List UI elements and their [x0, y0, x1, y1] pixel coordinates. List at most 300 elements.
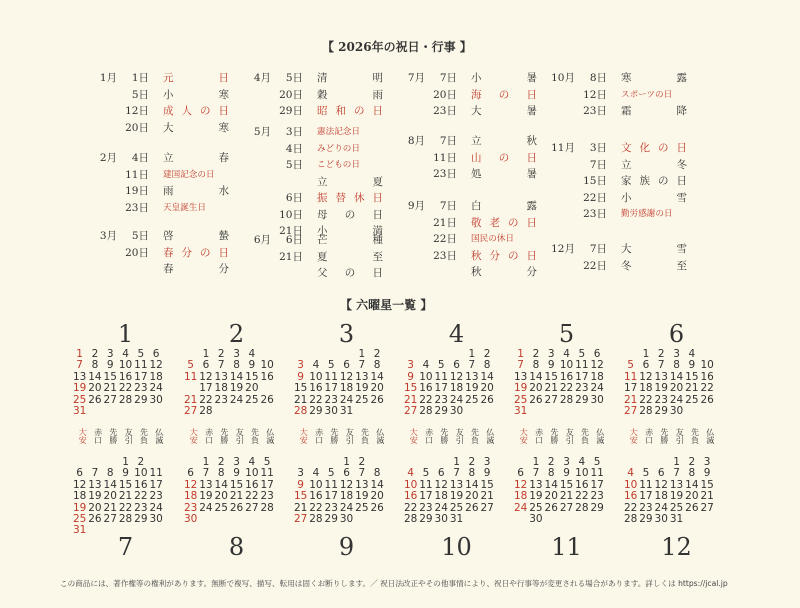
- day-cell: 12: [449, 370, 464, 383]
- holiday-day: 10日: [279, 208, 303, 221]
- holiday-month: [234, 190, 271, 207]
- holiday-month: [234, 249, 271, 266]
- day-cell: 28: [260, 501, 274, 514]
- day-cell: 2: [358, 456, 366, 468]
- day-cell: 22: [623, 501, 638, 514]
- day-cell: 31: [513, 404, 528, 417]
- rokuyo-title: 【 六曜星一覧 】: [340, 298, 433, 312]
- day-cell: 27: [245, 501, 259, 514]
- day-cell: [464, 514, 479, 525]
- day-cell: [87, 406, 102, 417]
- holiday-day: 7日: [439, 72, 457, 84]
- rokuyo-label: 先負: [470, 428, 480, 444]
- day-cell: 20: [88, 382, 102, 395]
- day-cell: 11: [623, 370, 638, 383]
- day-cell: [699, 406, 714, 417]
- day-cell: 20: [685, 490, 699, 503]
- day-cell: 22: [639, 393, 653, 406]
- rokuyo-label: 仏滅: [154, 428, 164, 444]
- holiday-name: 春分の日: [163, 246, 229, 259]
- holiday-day: 22日: [583, 191, 607, 204]
- day-cell: 7: [453, 467, 460, 480]
- holiday-name: 寒 露: [621, 72, 687, 84]
- day-cell: 8: [547, 467, 555, 480]
- day-cell: 14: [529, 370, 543, 383]
- holiday-name: 立 春: [163, 152, 229, 164]
- day-cell: 1: [343, 456, 350, 468]
- day-cell: 3: [547, 348, 555, 360]
- day-cell: 15: [480, 478, 494, 491]
- day-cell: 27: [403, 404, 418, 417]
- holiday-day: 23日: [433, 105, 457, 117]
- day-cell: 17: [134, 370, 148, 383]
- day-cell: 3: [106, 348, 114, 360]
- day-cell: 1: [517, 348, 524, 360]
- day-cell: 16: [419, 382, 433, 395]
- day-cell: 16: [309, 382, 323, 395]
- holiday-name: 立 夏: [317, 175, 383, 188]
- day-cell: 6: [593, 348, 601, 360]
- holiday-month: [80, 120, 117, 137]
- day-cell: 8: [688, 467, 696, 480]
- holiday-name: 立 冬: [621, 158, 687, 171]
- holiday-day: 20日: [125, 121, 149, 134]
- day-cell: 26: [544, 501, 558, 514]
- day-cell: 31: [72, 404, 87, 417]
- holiday-month: [80, 261, 117, 278]
- holiday-month: [80, 245, 117, 262]
- day-cell: 31: [669, 512, 684, 525]
- day-cell: 22: [700, 382, 714, 395]
- day-cell: 19: [88, 490, 102, 503]
- day-cell: 26: [480, 393, 494, 406]
- day-cell: 3: [407, 359, 414, 372]
- day-cell: 21: [118, 490, 133, 503]
- day-cell: 27: [183, 404, 198, 417]
- month-number: 4: [448, 320, 465, 348]
- day-cell: 12: [183, 478, 198, 491]
- footer-note: この商品には、著作権等の権利があります。無断で複写、描写、転用は固くお断りします。／ 祝日法改正やその他事情により、祝日や行事等が変更される場合があります。詳しくは https://jcal.jp: [60, 579, 728, 588]
- day-cell: 15: [700, 478, 714, 491]
- day-cell: 24: [513, 501, 528, 514]
- day-cell: 30: [339, 512, 354, 525]
- day-cell: 24: [199, 501, 213, 514]
- day-cell: 7: [517, 359, 524, 372]
- day-cell: 23: [654, 393, 668, 406]
- rokuyo-label: 友引: [675, 428, 685, 444]
- holiday-day: 8日: [589, 72, 607, 84]
- holiday-day: 23日: [433, 168, 457, 180]
- holiday-month: [388, 215, 425, 232]
- day-cell: [684, 406, 699, 417]
- day-cell: 19: [669, 490, 684, 503]
- day-cell: 29: [590, 501, 604, 514]
- rokuyo-label: 大安: [299, 428, 309, 444]
- day-cell: [574, 406, 589, 417]
- day-cell: 5: [627, 359, 634, 372]
- day-cell: [198, 514, 213, 525]
- day-cell: 25: [449, 501, 464, 514]
- day-cell: 28: [559, 393, 574, 406]
- day-cell: 16: [700, 370, 714, 383]
- day-cell: 23: [134, 382, 148, 395]
- day-cell: 20: [370, 490, 384, 503]
- day-cell: 24: [339, 501, 354, 514]
- month-number: 3: [338, 320, 355, 348]
- day-cell: 29: [134, 393, 148, 406]
- day-cell: 28: [403, 512, 418, 525]
- day-cell: 9: [248, 359, 256, 372]
- day-cell: 8: [673, 359, 680, 372]
- day-cell: 14: [370, 370, 384, 383]
- holiday-day: [271, 174, 303, 191]
- day-cell: 24: [229, 393, 244, 406]
- month-number: 6: [668, 320, 685, 348]
- holiday-name: 文化の日: [621, 142, 687, 154]
- day-cell: 14: [669, 370, 684, 383]
- day-cell: 6: [517, 467, 524, 480]
- holiday-name: 立 秋: [471, 135, 537, 147]
- day-cell: 29: [575, 393, 589, 406]
- day-cell: 26: [465, 501, 479, 514]
- day-cell: 22: [199, 393, 213, 406]
- day-cell: 13: [214, 370, 228, 383]
- day-cell: 1: [642, 348, 650, 360]
- rokuyo-label: 仏滅: [265, 428, 275, 444]
- day-cell: 4: [248, 456, 256, 468]
- day-cell: 23: [324, 501, 338, 514]
- day-cell: [513, 514, 528, 525]
- day-cell: 5: [642, 467, 650, 480]
- holiday-month: [538, 190, 575, 207]
- day-cell: 28: [639, 404, 653, 417]
- day-cell: [229, 514, 244, 525]
- day-cell: 19: [465, 382, 479, 395]
- day-cell: 23: [214, 393, 228, 406]
- day-cell: 15: [103, 370, 117, 383]
- day-cell: 7: [76, 359, 83, 372]
- holiday-name: 母の日: [317, 208, 383, 221]
- day-cell: 10: [309, 370, 323, 383]
- day-cell: 30: [654, 512, 668, 525]
- holiday-day: 1日: [131, 72, 149, 84]
- holiday-day: 5日: [131, 88, 149, 101]
- day-cell: 11: [590, 467, 604, 480]
- month-number: 12: [661, 533, 692, 561]
- day-cell: 23: [639, 501, 653, 514]
- day-cell: 3: [297, 467, 304, 480]
- holiday-month: [80, 200, 117, 217]
- day-cell: 18: [149, 370, 163, 383]
- day-cell: 26: [88, 393, 102, 406]
- day-cell: 6: [343, 359, 350, 372]
- day-cell: [589, 514, 604, 525]
- day-cell: [589, 406, 604, 417]
- day-cell: 13: [199, 478, 213, 491]
- day-cell: 10: [575, 467, 589, 480]
- day-cell: 25: [513, 393, 528, 406]
- day-cell: 29: [134, 512, 148, 525]
- day-cell: 23: [260, 490, 274, 503]
- holiday-day: 20日: [279, 88, 303, 101]
- rokuyo-label: 先負: [139, 428, 149, 444]
- day-cell: 13: [72, 370, 87, 383]
- holiday-name: 山の日: [471, 151, 537, 164]
- day-cell: 30: [149, 512, 163, 525]
- day-cell: 6: [642, 359, 650, 372]
- day-cell: 16: [623, 490, 638, 503]
- holiday-name: 冬 至: [621, 259, 687, 272]
- day-cell: 17: [434, 382, 448, 395]
- day-cell: 17: [324, 490, 338, 503]
- rokuyo-label: 友引: [345, 428, 355, 444]
- day-cell: 6: [657, 467, 665, 480]
- day-cell: 30: [324, 404, 338, 417]
- day-cell: 10: [118, 359, 133, 372]
- holiday-month: [388, 248, 425, 265]
- day-cell: 14: [480, 370, 494, 383]
- holiday-name: 国民の休日: [471, 234, 514, 244]
- day-cell: 26: [229, 501, 244, 514]
- day-cell: 15: [293, 490, 308, 503]
- day-cell: 26: [370, 393, 384, 406]
- day-cell: 25: [685, 393, 699, 406]
- day-cell: 16: [134, 478, 148, 491]
- day-cell: 15: [403, 382, 418, 395]
- day-cell: 21: [293, 501, 308, 514]
- day-cell: 17: [199, 382, 213, 395]
- day-cell: 8: [373, 359, 381, 372]
- holiday-month: [538, 103, 575, 120]
- day-cell: 18: [183, 490, 198, 503]
- day-cell: [528, 406, 543, 417]
- day-cell: 24: [434, 501, 448, 514]
- day-cell: 30: [449, 404, 464, 417]
- rokuyo-label: 赤口: [93, 428, 103, 444]
- day-cell: 5: [422, 467, 430, 480]
- day-cell: 14: [88, 370, 102, 383]
- day-cell: 28: [419, 404, 433, 417]
- holiday-name: 穀 雨: [317, 88, 383, 101]
- day-cell: [544, 406, 559, 417]
- holiday-month: 5月: [253, 126, 271, 138]
- day-cell: 17: [590, 478, 604, 491]
- holiday-month: 1月: [99, 72, 117, 84]
- day-cell: 5: [593, 456, 601, 468]
- day-cell: 21: [183, 393, 198, 406]
- day-cell: [148, 406, 163, 417]
- day-cell: [244, 514, 259, 525]
- day-cell: 13: [529, 478, 543, 491]
- holiday-month: [388, 264, 425, 281]
- day-cell: 14: [465, 478, 479, 491]
- day-cell: 24: [590, 382, 604, 395]
- day-cell: 8: [233, 359, 240, 372]
- day-cell: 11: [149, 467, 163, 480]
- day-cell: 29: [324, 512, 338, 525]
- day-cell: 26: [685, 501, 699, 514]
- day-cell: 23: [134, 501, 148, 514]
- day-cell: 9: [297, 478, 304, 491]
- day-cell: 29: [639, 512, 653, 525]
- day-cell: 27: [700, 501, 714, 514]
- day-cell: 26: [260, 393, 274, 406]
- day-cell: 1: [358, 348, 366, 360]
- rokuyo-label: 先負: [580, 428, 590, 444]
- day-cell: 10: [245, 467, 259, 480]
- holiday-month: [388, 166, 425, 183]
- day-cell: 11: [434, 370, 448, 383]
- day-cell: 24: [654, 501, 668, 514]
- day-cell: 19: [355, 382, 369, 395]
- day-cell: 13: [449, 478, 464, 491]
- day-cell: [259, 406, 274, 417]
- day-cell: 22: [575, 490, 589, 503]
- day-cell: 14: [544, 478, 558, 491]
- month-number: 2: [228, 320, 245, 348]
- rokuyo-label: 赤口: [204, 428, 214, 444]
- day-cell: 7: [202, 467, 210, 480]
- day-cell: 27: [103, 512, 117, 525]
- day-cell: 1: [122, 456, 129, 468]
- day-cell: 2: [137, 456, 145, 468]
- day-cell: 27: [293, 512, 308, 525]
- day-cell: 28: [309, 512, 323, 525]
- day-cell: 20: [88, 501, 102, 514]
- day-cell: 23: [434, 393, 448, 406]
- day-cell: 20: [245, 382, 259, 395]
- day-cell: 11: [419, 478, 433, 491]
- holiday-name: 成人の日: [163, 105, 229, 117]
- day-cell: 21: [293, 393, 308, 406]
- day-cell: 15: [118, 478, 133, 491]
- day-cell: 8: [217, 467, 225, 480]
- day-cell: 30: [529, 512, 543, 525]
- day-cell: 12: [590, 359, 604, 372]
- day-cell: 4: [312, 467, 320, 480]
- day-cell: 21: [103, 501, 117, 514]
- holiday-month: [234, 103, 271, 120]
- day-cell: 1: [532, 456, 540, 468]
- day-cell: 7: [468, 359, 476, 372]
- day-cell: 23: [324, 393, 338, 406]
- holiday-name: 夏 至: [317, 250, 383, 263]
- day-cell: 25: [355, 393, 369, 406]
- day-cell: 9: [106, 359, 114, 372]
- day-cell: 15: [544, 370, 558, 383]
- holiday-name: 大 寒: [163, 121, 229, 134]
- day-cell: 7: [217, 359, 225, 372]
- holiday-day: [271, 265, 303, 282]
- day-cell: 14: [214, 478, 228, 491]
- day-cell: 17: [575, 370, 589, 383]
- day-cell: 18: [434, 490, 448, 503]
- holiday-name: 処 暑: [471, 168, 537, 180]
- day-cell: 4: [578, 456, 586, 468]
- holiday-day: 7日: [589, 158, 607, 171]
- day-cell: 9: [483, 467, 491, 480]
- rokuyo-label: 先負: [250, 428, 260, 444]
- day-cell: 14: [685, 478, 699, 491]
- day-cell: 31: [339, 404, 354, 417]
- rokuyo-label: 大安: [409, 428, 419, 444]
- holiday-day: 5日: [285, 72, 303, 84]
- day-cell: 7: [91, 467, 99, 480]
- day-cell: 6: [152, 348, 160, 360]
- day-cell: 24: [149, 501, 163, 514]
- day-cell: 1: [76, 348, 83, 360]
- rokuyo-label: 友引: [565, 428, 575, 444]
- day-cell: 24: [339, 393, 354, 406]
- holiday-name: 家族の日: [621, 175, 687, 187]
- holiday-day: 15日: [583, 175, 607, 187]
- holiday-day: 7日: [439, 135, 457, 147]
- day-cell: 16: [245, 478, 259, 491]
- holiday-day: 23日: [583, 208, 607, 220]
- holiday-name: 敬老の日: [471, 216, 537, 229]
- day-cell: 11: [134, 359, 148, 372]
- rokuyo-label: 赤口: [424, 428, 434, 444]
- day-cell: [183, 383, 198, 394]
- holiday-month: [234, 265, 271, 282]
- day-cell: 27: [103, 393, 117, 406]
- day-cell: 16: [559, 370, 574, 383]
- day-cell: 2: [217, 456, 225, 468]
- holiday-name: 勤労感謝の日: [621, 209, 673, 219]
- day-cell: 20: [103, 490, 117, 503]
- day-cell: 22: [134, 490, 148, 503]
- day-cell: 19: [654, 382, 668, 395]
- day-cell: 2: [217, 348, 225, 360]
- holiday-row: [538, 70, 728, 87]
- day-cell: 14: [103, 478, 117, 491]
- day-cell: 24: [449, 393, 464, 406]
- holidays-title: 【 2026年の祝日・行事 】: [322, 40, 472, 54]
- day-cell: 16: [403, 490, 418, 503]
- day-cell: 24: [669, 393, 684, 406]
- holiday-row: [538, 173, 728, 190]
- day-cell: 15: [685, 370, 699, 383]
- day-cell: 18: [339, 382, 354, 395]
- holiday-month: 8月: [407, 135, 425, 147]
- day-cell: 31: [72, 524, 87, 537]
- day-cell: 18: [590, 370, 604, 383]
- holiday-day: 19日: [125, 185, 149, 197]
- day-cell: 21: [685, 382, 699, 395]
- rokuyo-label: 先勝: [439, 428, 449, 444]
- day-cell: 12: [72, 478, 87, 491]
- day-cell: 3: [483, 456, 491, 468]
- day-cell: 15: [293, 382, 308, 395]
- day-cell: 30: [590, 393, 604, 406]
- day-cell: [479, 406, 494, 417]
- holiday-month: 10月: [551, 72, 575, 84]
- holiday-row: [538, 241, 728, 258]
- day-cell: 9: [407, 370, 414, 383]
- day-cell: [244, 406, 259, 417]
- day-cell: 29: [654, 404, 668, 417]
- holiday-row: [538, 87, 728, 104]
- rokuyo-label: 赤口: [644, 428, 654, 444]
- day-cell: 2: [657, 348, 665, 360]
- day-cell: 18: [654, 490, 668, 503]
- holiday-name: 芒 種: [317, 234, 383, 246]
- month-number: 11: [551, 533, 582, 561]
- month-number: 7: [117, 533, 134, 561]
- day-cell: 28: [118, 393, 133, 406]
- holiday-row: [538, 103, 728, 120]
- holiday-name: 天皇誕生日: [163, 202, 206, 213]
